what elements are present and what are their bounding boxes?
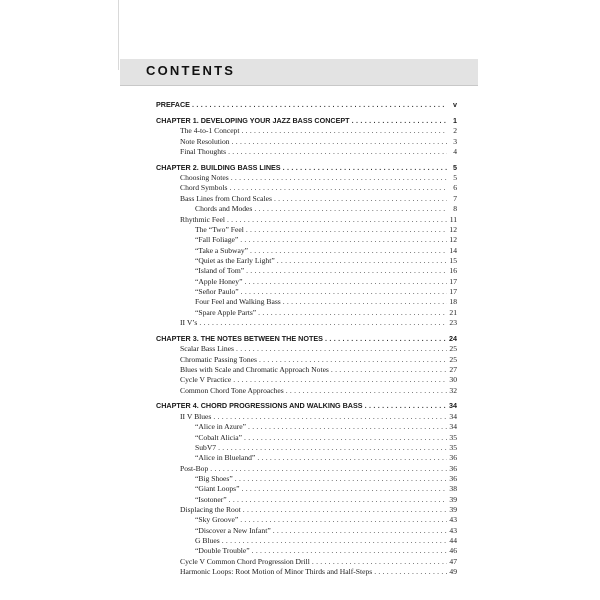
toc-dot-leader [228,147,447,157]
toc-entry-title: Displacing the Root [180,504,241,514]
toc-page-number: 23 [449,318,457,327]
toc-entry[interactable] [180,412,457,422]
toc-entry[interactable] [180,137,457,147]
toc-dot-leader [210,464,447,474]
toc-page-number: 49 [449,567,457,577]
toc-entry-title: Scalar Bass Lines [180,344,234,354]
toc-page-number: 12 [449,224,457,234]
toc-page-number: 25 [449,354,457,364]
toc-page-number: 12 [449,235,457,245]
toc-entry-title: “Spare Apple Parts” [195,307,257,317]
toc-page-number: 1 [453,115,457,125]
toc-dot-leader [218,443,447,453]
toc-chapter-entry[interactable] [156,100,457,110]
toc-entry[interactable] [180,355,457,365]
toc-page-number: 36 [449,473,457,483]
toc-entry-title: “Señor Paulo” [195,286,239,296]
toc-entry[interactable] [195,433,457,443]
toc-entry-title: Four Feel and Walking Bass [195,297,281,307]
toc-entry-title: Blues with Scale and Chromatic Approach Notes [180,364,329,374]
toc-entry-title: “Apple Honey” [195,276,243,286]
toc-entry-title: PREFACE [156,100,190,109]
toc-page-number: 38 [449,484,457,494]
toc-dot-leader [242,484,448,494]
toc-entry[interactable] [195,515,457,525]
toc-entry[interactable] [180,173,457,183]
toc-dot-leader [254,204,447,214]
toc-entry[interactable] [180,464,457,474]
toc-page-number: 43 [449,515,457,525]
toc-dot-leader [374,567,447,577]
toc-entry[interactable] [180,183,457,193]
toc-dot-leader [365,401,447,411]
toc-entry-title: “Double Trouble” [195,546,250,556]
toc-dot-leader [229,495,447,505]
toc-chapter-entry[interactable] [156,116,457,126]
toc-dot-leader [233,375,447,385]
toc-entry[interactable] [180,215,457,225]
toc-page-number: 47 [449,556,457,566]
toc-page-number: 34 [449,422,457,432]
toc-page-number: 35 [449,442,457,452]
toc-entry-title: Choosing Notes [180,173,229,183]
toc-entry[interactable] [195,308,457,318]
toc-page-number: 25 [449,344,457,354]
toc-entry[interactable] [180,147,457,157]
toc-entry[interactable] [195,474,457,484]
toc-dot-leader [236,344,447,354]
toc-page-number: 21 [449,307,457,317]
toc-dot-leader [213,412,447,422]
toc-entry-title: CHAPTER 2. BUILDING BASS LINES [156,162,281,172]
toc-page-number: 6 [453,183,457,193]
toc-dot-leader [250,246,447,256]
toc-dot-leader [227,215,447,225]
toc-entry[interactable] [195,546,457,556]
toc-entry-title: Note Resolution [180,136,230,146]
toc-entry[interactable] [195,297,457,307]
toc-chapter-entry[interactable] [156,334,457,344]
toc-dot-leader [241,287,447,297]
toc-entry[interactable] [195,453,457,463]
toc-entry-title: “Isotoner” [195,494,227,504]
toc-page-number: 34 [449,401,457,411]
toc-entry[interactable] [180,126,457,136]
toc-dot-leader [232,137,447,147]
toc-page-number: 3 [453,136,457,146]
toc-entry-title: The “Two” Feel [195,224,244,234]
toc-entry-title: Post-Bop [180,463,209,473]
toc-entry[interactable] [195,256,457,266]
toc-page-number: 27 [449,364,457,374]
toc-dot-leader [258,308,447,318]
toc-entry[interactable] [195,443,457,453]
toc-page-number: 15 [449,255,457,265]
toc-entry[interactable] [180,557,457,567]
toc-entry[interactable] [180,567,457,577]
toc-dot-leader [352,116,447,126]
toc-entry[interactable] [195,484,457,494]
toc-dot-leader [259,355,447,365]
toc-chapter-entry[interactable] [156,163,457,173]
toc-entry-title: Rhythmic Feel [180,214,225,224]
toc-entry-title: G Blues [195,536,220,545]
toc-page-number: 5 [453,173,457,183]
toc-entry[interactable] [195,287,457,297]
toc-dot-leader [222,536,447,546]
toc-page-number: 39 [449,504,457,514]
toc-entry[interactable] [195,495,457,505]
toc-entry-title: “Cobalt Alicia” [195,432,243,442]
toc-dot-leader [240,515,447,525]
toc-page-number: 43 [449,525,457,535]
toc-dot-leader [274,194,447,204]
toc-entry-title: Final Thoughts [180,146,227,156]
toc-entry[interactable] [195,235,457,245]
toc-page-number: 5 [453,162,457,172]
toc-chapter-entry[interactable] [156,401,457,411]
toc-page-number: 44 [449,536,457,545]
toc-page-number: v [453,100,457,109]
toc-page-number: 14 [449,245,457,255]
toc-dot-leader [231,173,447,183]
toc-entry-title: The 4-to-1 Concept [180,126,240,136]
toc-entry[interactable] [180,386,457,396]
toc-entry[interactable] [180,505,457,515]
toc-entry[interactable] [195,422,457,432]
toc-page-number: 8 [453,204,457,214]
toc-entry-title: Cycle V Common Chord Progression Drill [180,556,310,566]
toc-dot-leader [248,422,447,432]
toc-entry-title: SubV7 [195,442,217,452]
toc-dot-leader [277,256,447,266]
toc-entry[interactable] [195,277,457,287]
toc-page-number: 4 [453,146,457,156]
toc-entry-title: Cycle V Practice [180,375,232,385]
toc-entry-title: “Alice in Blueland” [195,453,256,463]
toc-entry-title: CHAPTER 1. DEVELOPING YOUR JAZZ BASS CONCEPT [156,115,350,125]
toc-page-number: 36 [449,453,457,463]
toc-entry-title: CHAPTER 3. THE NOTES BETWEEN THE NOTES [156,333,323,343]
toc-entry-title: Chord Symbols [180,183,228,193]
toc-page-number: 11 [449,214,457,224]
toc-entry-title: “Sky Groove” [195,515,239,525]
toc-entry[interactable] [195,526,457,536]
toc-entry-title: CHAPTER 4. CHORD PROGRESSIONS AND WALKING BASS [156,401,363,411]
toc-entry[interactable] [195,266,457,276]
toc-entry[interactable] [195,246,457,256]
toc-entry-title: “Fall Foliage” [195,235,239,245]
toc-dot-leader [246,266,447,276]
toc-dot-leader [246,225,447,235]
toc-page-number: 17 [449,286,457,296]
toc-dot-leader [243,505,447,515]
toc-entry-title: “Discover a New Infant” [195,525,271,535]
toc-dot-leader [312,557,447,567]
toc-page-number: 46 [449,546,457,556]
toc-dot-leader [244,277,447,287]
toc-dot-leader [257,453,447,463]
toc-entry-title: “Big Shoes” [195,473,233,483]
toc-entry-title: Chromatic Passing Tones [180,354,257,364]
toc-dot-leader [199,318,447,328]
toc-dot-leader [331,365,447,375]
toc-entry-title: Chords and Modes [195,204,253,214]
toc-entry-title: Common Chord Tone Approaches [180,385,284,395]
toc-entry[interactable] [180,318,457,328]
toc-page-number: 18 [449,297,457,307]
toc-entry-title: Harmonic Loops: Root Motion of Minor Thirds and Half-Steps [180,567,373,577]
toc-dot-leader [283,163,447,173]
toc-entry-title: II V Blues [180,411,212,421]
toc-page-number: 24 [449,333,457,343]
toc-dot-leader [229,183,447,193]
toc-entry[interactable] [180,375,457,385]
toc-page-number: 16 [449,266,457,276]
toc-page-number: 2 [453,126,457,136]
toc-entry-title: “Alice in Azure” [195,422,247,432]
toc-entry[interactable] [180,365,457,375]
toc-dot-leader [241,126,447,136]
toc-entry[interactable] [195,536,457,546]
toc-page-number: 39 [449,494,457,504]
toc-entry-title: “Giant Loops” [195,484,240,494]
toc-entry[interactable] [180,194,457,204]
toc-entry[interactable] [180,344,457,354]
toc-entry-title: II V’s [180,318,198,327]
toc-dot-leader [192,100,447,110]
toc-entry-title: “Take a Subway” [195,245,249,255]
contents-heading: CONTENTS [146,63,236,78]
toc-dot-leader [252,546,447,556]
toc-dot-leader [244,433,447,443]
toc-entry[interactable] [195,204,457,214]
toc-entry-title: “Quiet as the Early Light” [195,255,275,265]
toc-dot-leader [325,334,447,344]
toc-dot-leader [286,386,447,396]
toc-entry-title: Bass Lines from Chord Scales [180,193,272,203]
toc-page-number: 30 [449,375,457,385]
toc-dot-leader [240,235,447,245]
toc-dot-leader [283,297,447,307]
toc-page-number: 17 [449,276,457,286]
toc-dot-leader [235,474,447,484]
toc-page-number: 35 [449,432,457,442]
toc-entry-title: “Island of Tom” [195,266,245,276]
toc-dot-leader [273,526,447,536]
toc-entry[interactable] [195,225,457,235]
toc-page-number: 7 [453,193,457,203]
toc-page-number: 34 [449,411,457,421]
toc-page-number: 32 [449,385,457,395]
toc-page-number: 36 [449,463,457,473]
